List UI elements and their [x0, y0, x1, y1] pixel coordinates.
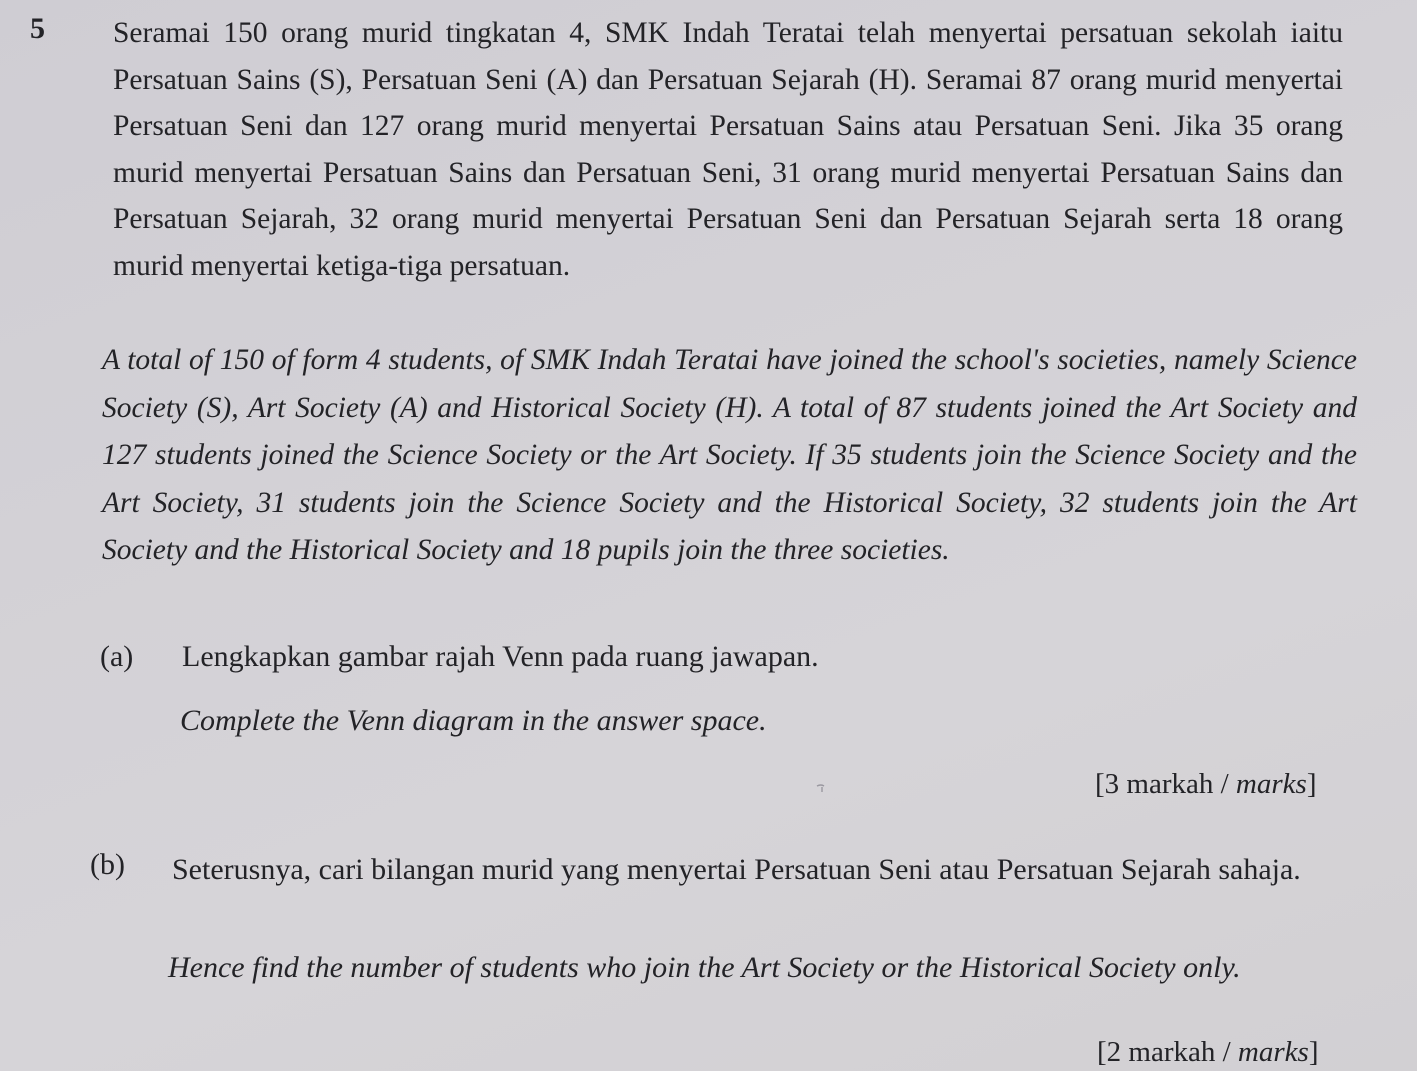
part-b-instruction-english: Hence find the number of students who join the Art Society or the Historical Society only.	[168, 951, 1241, 984]
question-stem-malay: Seramai 150 orang murid tingkatan 4, SMK Indah Teratai telah menyertai persatuan sekolah iaitu Persatuan Sains (S), Persatuan Seni (A) dan Persatuan Sejarah (H). Seramai 87 orang murid menyertai Persatuan Seni dan 127 orang murid menyertai Persatuan Sains atau Persatuan Seni. Jika 35 orang murid menyertai Persatuan Sains dan Persatuan Seni, 31 orang murid menyertai Persatuan Sains dan Persatuan Sejarah, 32 orang murid menyertai Persatuan Seni dan Persatuan Sejarah serta 18 orang murid menyertai ketiga-tiga persatuan.	[113, 17, 1343, 282]
pen-mark	[815, 782, 829, 794]
part-a-label: (a)	[100, 640, 134, 673]
part-b-marks: [2 markah / marks]	[1097, 1036, 1319, 1068]
part-b-instruction-malay: Seterusnya, cari bilangan murid yang menyertai Persatuan Seni atau Persatuan Sejarah sahaja.	[172, 853, 1301, 886]
part-a-instruction-malay: Lengkapkan gambar rajah Venn pada ruang jawapan.	[182, 640, 819, 673]
question-number: 5	[30, 12, 45, 45]
part-b-label: (b)	[90, 848, 125, 881]
part-a-marks: [3 markah / marks]	[1095, 768, 1317, 800]
question-stem-english: A total of 150 of form 4 students, of SMK Indah Teratai have joined the school's societies, namely Science Society (S), Art Society (A) and Historical Society (H). A total of 87 students joined the Art Society and 127 students joined the Science Society or the Art Society. If 35 students join the Science Society and the Art Society, 31 students join the Science Society and the Historical Society, 32 students join the Art Society and the Historical Society and 18 pupils join the three societies.	[102, 344, 1357, 566]
part-a-instruction-english: Complete the Venn diagram in the answer space.	[180, 704, 767, 737]
